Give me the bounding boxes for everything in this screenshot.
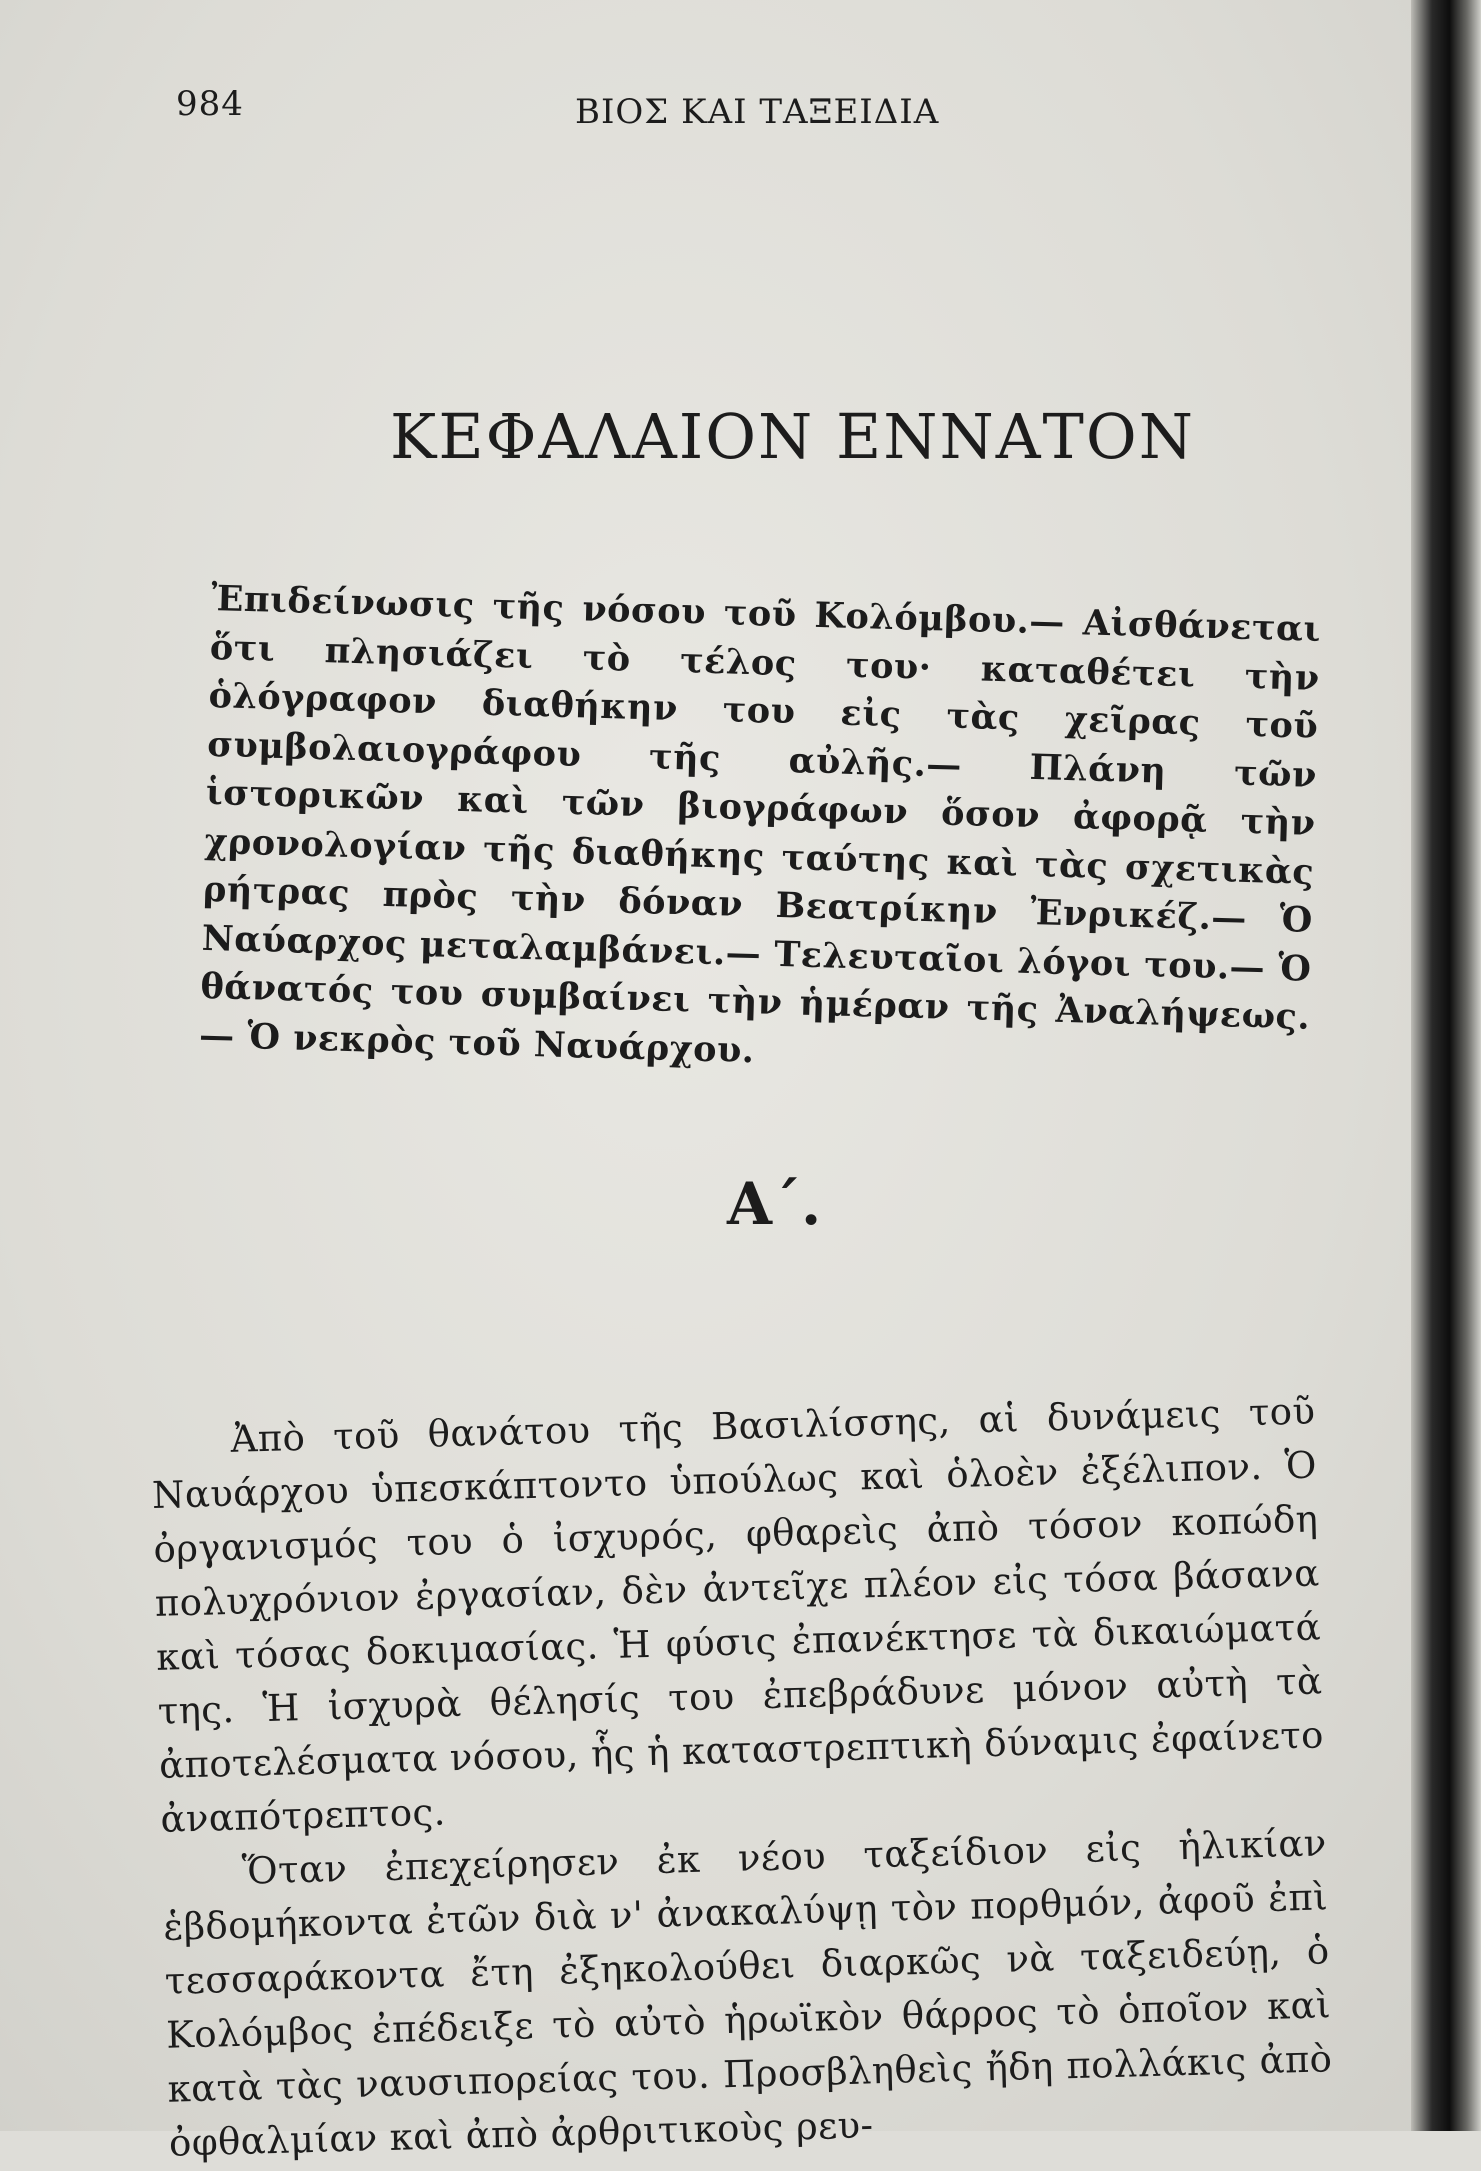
page-number: 984: [176, 84, 244, 124]
body-text: [150, 1385, 1334, 2171]
chapter-summary: Ἐπιδείνωσις τῆς νόσου τοῦ Κολόμβου.— Αἰσθάνεται ὅτι πλησιάζει τὸ τέλος του· καταθέτει τὴν ὁλόγραφον διαθήκην του εἰς τὰς χεῖρας τοῦ συμβολαιογράφου τῆς αὐλῆς.— Πλάνη τῶν ἱστορικῶν καὶ τῶν βιογράφων ὅσον ἀφορᾷ τὴν χρονολογίαν τῆς διαθήκης ταύτης καὶ τὰς σχετικὰς ρήτρας πρὸς τὴν δόναν Βεατρίκην Ἐνρικέζ.— Ὁ Ναύαρχος μεταλαμβάνει.— Τελευταῖοι λόγοι του.— Ὁ θάνατός του συμβαίνει τὴν ἡμέραν τῆς Ἀναλήψεως.— Ὁ νεκρὸς τοῦ Ναυάρχου.: [198, 577, 1322, 1071]
chapter-title: ΚΕΦΑΛΑΙΟΝ ΕΝΝΑΤΟΝ: [390, 400, 1195, 473]
section-marker: Α΄.: [727, 1170, 822, 1238]
book-gutter-shadow: [1411, 0, 1481, 2131]
paragraph: Ὅταν ἐπεχείρησεν ἐκ νέου ταξείδιον εἰς ἡλικίαν ἑβδομήκοντα ἐτῶν διὰ ν' ἀνακαλύψῃ τὸν πορθμόν, ἀφοῦ ἐπὶ τεσσαράκοντα ἔτη ἐξηκολούθει διαρκῶς νὰ ταξειδεύῃ, ὁ Κολόμβος ἐπέδειξε τὸ αὐτὸ ἡρωϊκὸν θάρρος τὸ ὁποῖον καὶ κατὰ τὰς ναυσιπορείας του. Προσβληθεὶς ἤδη πολλάκις ἀπὸ ὀφθαλμίαν καὶ ἀπὸ ἀρθριτικοὺς ρευ-: [162, 1821, 1333, 2165]
running-title: ΒΙΟΣ ΚΑΙ ΤΑΞΕΙΔΙΑ: [575, 92, 940, 132]
paragraph: Ἀπὸ τοῦ θανάτου τῆς Βασιλίσσης, αἱ δυνάμεις τοῦ Ναυάρχου ὑπεσκάπτοντο ὑπούλως καὶ ὁλοὲν ἐξέλιπον. Ὁ ὀργανισμός του ὁ ἰσχυρός, φθαρεὶς ἀπὸ τόσον κοπώδη πολυχρόνιον ἐργασίαν, δὲν ἀντεῖχε πλέον εἰς τόσα βάσανα καὶ τόσας δοκιμασίας. Ἡ φύσις ἐπανέκτησε τὰ δικαιώματά της. Ἡ ἰσχυρὰ θέλησίς του ἐπεβράδυνε μόνον αὐτὴ τὰ ἀποτελέσματα νόσου, ἧς ἡ καταστρεπτικὴ δύναμις ἐφαίνετο ἀναπότρεπτος.: [151, 1389, 1325, 1841]
